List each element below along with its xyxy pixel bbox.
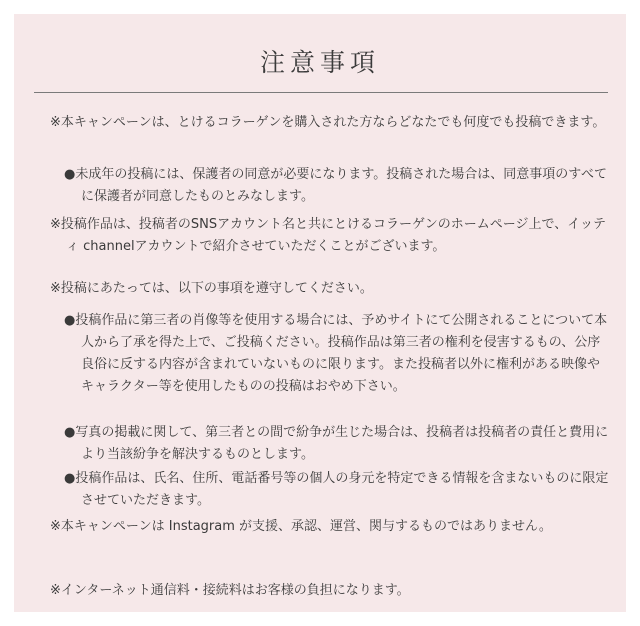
notice-item-minors: ●未成年の投稿には、保護者の同意が必要になります。投稿された場合は、同意事項のすべてに保護者が同意したものとみなします。 [64, 167, 608, 204]
page-title: 注意事項 [259, 48, 380, 77]
notice-item-disputes: ●写真の掲載に関して、第三者との間で紛争が生じた場合は、投稿者は投稿者の責任と費用により当該紛争を解決するものとします。 [64, 425, 609, 462]
notice-panel [14, 14, 626, 612]
notice-item-third-party-rights: ●投稿作品に第三者の肖像等を使用する場合には、予めサイトにて公開されることについて本人から了承を得た上で、ご投稿ください。投稿作品は第三者の権利を侵害するもの、公序良俗に反する内容が含まれていないものに限ります。また投稿者以外に権利がある映像やキャラクター等を使用したものの投稿はおやめ下さい。 [64, 313, 608, 394]
notice-item-eligibility: ※本キャンペーンは、とけるコラーゲンを購入された方ならどなたでも何度でも投稿できます。 [50, 115, 606, 130]
notice-item-publication: ※投稿作品は、投稿者のSNSアカウント名と共にとけるコラーゲンのホームページ上で、イッティ channelアカウントで紹介させていただくことがございます。 [50, 217, 606, 254]
notice-item-instagram-disclaimer: ※本キャンペーンは Instagram が支援、承認、運営、関与するものではありません。 [50, 519, 552, 534]
notice-item-connection-fee: ※インターネット通信料・接続料はお客様の負担になります。 [50, 583, 410, 598]
notice-body [14, 14, 626, 612]
notice-item-personal-info: ●投稿作品は、氏名、住所、電話番号等の個人の身元を特定できる情報を含まないものに限定させていただきます。 [64, 471, 609, 508]
notice-item-compliance: ※投稿にあたっては、以下の事項を遵守してください。 [50, 281, 373, 296]
